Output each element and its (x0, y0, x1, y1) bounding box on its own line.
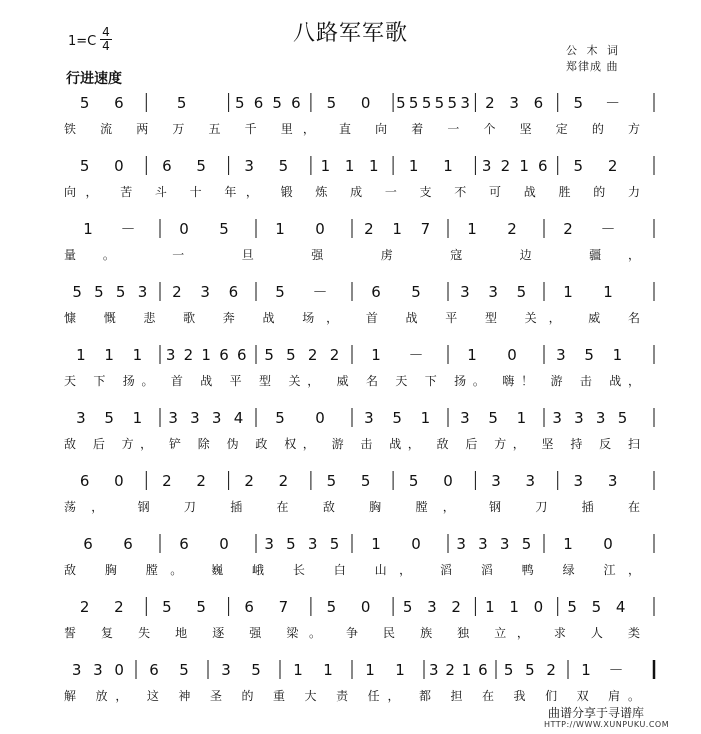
note: 3 (429, 661, 439, 679)
key-signature: 1=C (68, 34, 97, 49)
note: 3 (76, 409, 86, 427)
note: 1 (201, 346, 211, 364)
note: 1 (132, 409, 143, 427)
note: 6 (79, 472, 90, 490)
note: 1 (104, 346, 114, 364)
note: 3 (200, 283, 210, 301)
note: 0 (179, 220, 189, 238)
note: 6 (478, 661, 488, 679)
note: 5 (567, 598, 577, 616)
note: 5 (573, 157, 584, 175)
note: 3 (307, 535, 318, 553)
note: 0 (360, 598, 371, 616)
note: 3 (364, 409, 374, 427)
note: 3 (460, 283, 470, 301)
note: 5 (115, 283, 126, 301)
time-signature-denominator: 4 (102, 39, 110, 53)
note: 5 (411, 283, 421, 301)
note: 0 (315, 220, 325, 238)
note: 6 (228, 283, 239, 301)
note: 3 (93, 661, 103, 679)
note: 0 (411, 535, 421, 553)
note: 2 (278, 472, 289, 490)
note: 0 (114, 472, 124, 490)
note: 6 (114, 94, 124, 112)
note: 0 (603, 535, 613, 553)
note: 1 (275, 220, 285, 238)
note: 6 (162, 157, 172, 175)
lyric-line: 敌 后 方， 铲 除 伪 政 权， 游 击 战， 敌 后 方， 坚 持 反 扫 (64, 437, 640, 451)
note: 5 (396, 94, 406, 112)
note: 5 (591, 598, 602, 616)
note: 1 (612, 346, 623, 364)
footer-credit: 曲谱分享于寻谱库 (548, 706, 645, 720)
note: 2 (546, 661, 556, 679)
note: 5 (525, 661, 535, 679)
note: 5 (360, 472, 371, 490)
note: 3 (264, 535, 274, 553)
note: 1 (371, 346, 381, 364)
note: 1 (485, 598, 495, 616)
note: 5 (278, 157, 289, 175)
note: 5 (196, 157, 206, 175)
note: 5 (196, 598, 206, 616)
note: 3 (168, 409, 178, 427)
note: 1 (369, 157, 379, 175)
note: 0 (507, 346, 517, 364)
note: 1 (563, 283, 573, 301)
note: 6 (533, 94, 544, 112)
note: 5 (94, 283, 104, 301)
footer-url: HTTP://WWW.XUNPUKU.COM (544, 720, 670, 729)
note: 2 (196, 472, 206, 490)
note: 6 (244, 598, 254, 616)
note: 2 (307, 346, 318, 364)
note: 2 (563, 220, 573, 238)
note: 1 (467, 346, 477, 364)
song-title: 八路军军歌 (292, 21, 408, 46)
note: 0 (114, 157, 124, 175)
note: 1 (83, 220, 93, 238)
note: 5 (488, 409, 498, 427)
note: 5 (79, 94, 90, 112)
note: － (312, 283, 328, 301)
note: 6 (291, 94, 301, 112)
note: 2 (183, 346, 194, 364)
note: 3 (221, 661, 231, 679)
note: 0 (315, 409, 325, 427)
note: 3 (556, 346, 566, 364)
note: 5 (521, 535, 532, 553)
note: 1 (371, 535, 381, 553)
note: 5 (286, 346, 296, 364)
note: 5 (251, 661, 261, 679)
note: 1 (581, 661, 591, 679)
note: 0 (443, 472, 453, 490)
note: 3 (491, 472, 501, 490)
note: 4 (233, 409, 244, 427)
note: 5 (447, 94, 458, 112)
note: 6 (83, 535, 93, 553)
note: 3 (488, 283, 498, 301)
note: 1 (293, 661, 303, 679)
note: 5 (264, 346, 274, 364)
note: 2 (79, 598, 90, 616)
note: 1 (467, 220, 477, 238)
note: 5 (408, 94, 419, 112)
lyric-line: 敌 胸 膛。 巍 峨 长 白 山， 滔 滔 鸭 绿 江， (64, 563, 640, 577)
note: 1 (443, 157, 453, 175)
note: 5 (104, 409, 114, 427)
note: － (600, 220, 616, 238)
staff-layer (64, 93, 654, 703)
note: 5 (79, 157, 90, 175)
note: 3 (552, 409, 562, 427)
note: 1 (516, 409, 527, 427)
lyric-line: 誓 复 失 地 逐 强 梁。 争 民 族 独 立， 求 人 类 (64, 626, 640, 640)
tempo-marking: 行进速度 (66, 71, 122, 87)
note: 5 (275, 283, 285, 301)
note: 6 (149, 661, 159, 679)
note: 3 (499, 535, 510, 553)
note: 4 (615, 598, 626, 616)
note: 5 (421, 94, 432, 112)
note: 0 (360, 94, 371, 112)
note: 5 (72, 283, 82, 301)
composer-credit: 郑律成 曲 (566, 60, 619, 73)
note: 1 (365, 661, 375, 679)
note: 3 (509, 94, 519, 112)
note: 5 (584, 346, 594, 364)
note: 3 (137, 283, 148, 301)
note: 1 (344, 157, 355, 175)
note: 3 (573, 472, 584, 490)
note: 5 (329, 535, 340, 553)
note: 2 (607, 157, 618, 175)
note: 3 (607, 472, 618, 490)
note: 1 (395, 661, 405, 679)
note: 1 (392, 220, 402, 238)
note: 5 (235, 94, 245, 112)
note: 2 (162, 472, 172, 490)
note: 0 (533, 598, 544, 616)
note: 2 (500, 157, 511, 175)
note: 3 (71, 661, 82, 679)
lyric-line: 铁 流 两 万 五 千 里， 直 向 着 一 个 坚 定 的 方 (64, 122, 640, 136)
note: 5 (179, 661, 189, 679)
note: 6 (538, 157, 548, 175)
note: 2 (485, 94, 495, 112)
note: 2 (445, 661, 455, 679)
lyric-line: 天 下 扬。 首 战 平 型 关， 威 名 天 下 扬。 嗨！ 游 击 战， (64, 374, 640, 388)
note: 5 (392, 409, 402, 427)
note: 3 (190, 409, 200, 427)
note: 1 (132, 346, 143, 364)
note: 3 (481, 157, 492, 175)
lyric-line: 荡， 钢 刀 插 在 敌 胸 膛， 钢 刀 插 在 (64, 500, 640, 514)
note: 6 (371, 283, 381, 301)
note: 2 (244, 472, 254, 490)
note: 2 (364, 220, 374, 238)
note: 2 (329, 346, 340, 364)
note: 1 (519, 157, 529, 175)
note: 0 (114, 661, 124, 679)
note: 1 (420, 409, 431, 427)
note: 3 (460, 409, 470, 427)
note: 5 (408, 472, 419, 490)
note: 5 (286, 535, 296, 553)
note: 5 (162, 598, 172, 616)
note: 3 (244, 157, 254, 175)
lyric-line: 量。 一 旦 强 虏 寇 边 疆， (64, 248, 640, 262)
note: 3 (460, 94, 470, 112)
note: 1 (461, 661, 472, 679)
lyric-line: 向， 苦 斗 十 年， 锻 炼 成 一 支 不 可 战 胜 的 力 (64, 185, 640, 199)
note: 3 (574, 409, 584, 427)
note: 1 (76, 346, 86, 364)
note: 5 (272, 94, 282, 112)
note: 1 (563, 535, 573, 553)
note: 2 (451, 598, 461, 616)
note: 2 (172, 283, 182, 301)
note: － (608, 661, 624, 679)
note: 6 (179, 535, 189, 553)
note: 6 (253, 94, 264, 112)
note: 3 (595, 409, 606, 427)
note: 0 (219, 535, 229, 553)
note: 3 (165, 346, 176, 364)
note: － (605, 94, 621, 112)
note: 7 (420, 220, 431, 238)
note: － (408, 346, 424, 364)
note: 1 (509, 598, 519, 616)
note: 1 (323, 661, 333, 679)
note: 5 (503, 661, 514, 679)
note: 1 (603, 283, 613, 301)
time-signature-numerator: 4 (102, 25, 110, 39)
lyric-line: 慷 慨 悲 歌 奔 战 场， 首 战 平 型 关， 威 名 (64, 311, 640, 325)
note: 3 (211, 409, 222, 427)
lyric-line: 解 放， 这 神 圣 的 重 大 责 任， 都 担 在 我 们 双 肩。 (64, 689, 640, 703)
note: 6 (123, 535, 133, 553)
note: 1 (408, 157, 419, 175)
note: 5 (219, 220, 229, 238)
note: 5 (326, 94, 337, 112)
note: 3 (427, 598, 437, 616)
note: 7 (278, 598, 289, 616)
note: 5 (326, 472, 337, 490)
note: 3 (456, 535, 466, 553)
note: 3 (478, 535, 488, 553)
note: 1 (320, 157, 331, 175)
note: 2 (507, 220, 517, 238)
note: 5 (275, 409, 285, 427)
note: 2 (114, 598, 124, 616)
note: 5 (402, 598, 413, 616)
note: 5 (617, 409, 628, 427)
note: 5 (176, 94, 187, 112)
note: 5 (573, 94, 584, 112)
note: 6 (237, 346, 247, 364)
note: 5 (516, 283, 527, 301)
note: 5 (326, 598, 337, 616)
note: 3 (525, 472, 536, 490)
note: 5 (434, 94, 445, 112)
lyricist-credit: 公 木 词 (566, 44, 621, 57)
note: － (120, 220, 136, 238)
note: 6 (219, 346, 229, 364)
